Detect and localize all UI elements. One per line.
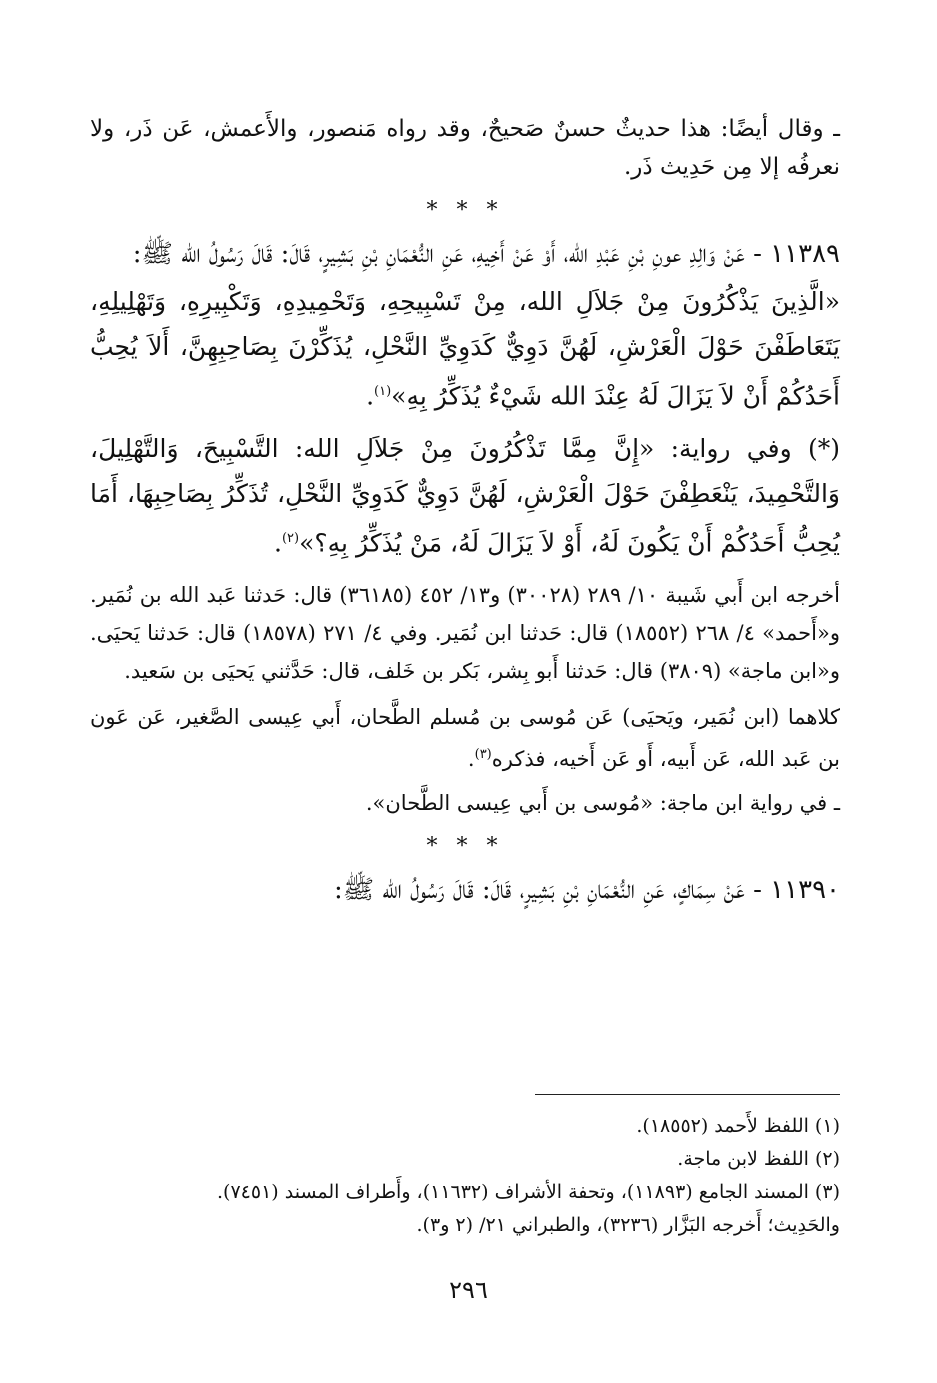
footnote-2: (٢) اللفظ لابن ماجة.: [677, 1148, 840, 1170]
hadith-1389-riwaya: (*) وفي رواية: «إِنَّ مِمَّا تَذْكُرُونَ مِنْ جَلاَلِ الله: التَّسْبِيحَ، وَالتَّهْلِيلَ، وَالتَّحْمِيدَ، يَنْعَطِفْنَ حَوْلَ الْعَرْشِ، لَهُنَّ دَوِيٌّ كَدَوِيِّ النَّحْلِ، تُذَكِّرُ بِصَاحِبِهَا، أَمَا يُحِبُّ أَحَدُكُمْ أَنْ يَكُونَ لَهُ، أَوْ لاَ يَزَالَ لَهُ، مَنْ يُذَكِّرُ بِهِ؟»$^{(٢)}$.: [90, 434, 840, 558]
hadith-1390-header: ١١٣٩٠ - عَنْ سِمَاكٍ، عَنِ النُّعْمَانِ بْنِ بَشِيرٍ، قَالَ: قَالَ رَسُولُ الله ﷺ:: [333, 874, 840, 905]
footnote-1: (١) اللفظ لأَحمد (١٨٥٥٢).: [636, 1115, 840, 1137]
hadith-1389-header: ١١٣٨٩ - عَنْ وَالِدِ عونِ بْنِ عَبْدِ الله، أَوْ عَنْ أَخِيهِ، عَنِ النُّعْمَانِ بْنِ بَشِيرٍ، قَالَ: قَالَ رَسُولُ الله ﷺ:: [132, 239, 840, 269]
footnotes: [90, 1110, 840, 1242]
takhrij2-text: كلاهما (ابن نُمَير، ويَحيَى) عَن مُوسى بن مُسلم الطَّحان، أَبي عِيسى الصَّغير، عَن عَون بن عَبد الله، عَن أَبيه، أَو عَن أَخيه، فذكره: [90, 704, 840, 771]
footnote-ref-1: (١): [374, 384, 392, 399]
section-separator: * * *: [426, 198, 504, 223]
takhrij-paragraph: أخرجه ابن أَبي شَيبة ١٠/ ٢٨٩ (٣٠٠٢٨) و١٣/ ٤٥٢ (٣٦١٨٥) قال: حَدثنا عَبد الله بن نُمَير. و«أَحمد» ٤/ ٢٦٨ (١٨٥٥٢) قال: حَدثنا ابن نُمَير. وفي ٤/ ٢٧١ (١٨٥٧٨) قال: حَدثنا يَحيَى. و«ابن ماجة» (٣٨٠٩) قال: حَدثنا أَبو بِشر، بَكر بن خَلف، قال: حَدَّثني يَحيَى بن سَعيد.: [90, 582, 840, 683]
takhrij-paragraph-2: كلاهما (ابن نُمَير، ويَحيَى) عَن مُوسى بن مُسلم الطَّحان، أَبي عِيسى الصَّغير، عَن عَون بن عَبد الله، عَن أَبيه، أَو عَن أَخيه، فذكره$^{(٣)}$.: [90, 704, 840, 771]
intro-paragraph: ـ وقال أيضًا: هذا حديثٌ حسنٌ صَحيحٌ، وقد رواه مَنصور، والأَعمش، عَن ذَر، ولا نعرفُه إلا مِن حَدِيث ذَر.: [90, 116, 840, 180]
footnote-ref-3: (٣): [474, 746, 492, 762]
footnote-ref-2: (٢): [281, 531, 300, 547]
section-separator-2: * * *: [426, 833, 504, 859]
matn-text: «الَّذِينَ يَذْكُرُونَ مِنْ جَلاَلِ الله، مِنْ تَسْبِيحِهِ، وَتَحْمِيدِهِ، وَتَكْبِيرِهِ، وَتَهْلِيلِهِ، يَتَعَاطَفْنَ حَوْلَ الْعَرْشِ، لَهُنَّ دَوِيٌّ كَدَوِيِّ النَّحْلِ، يُذَكِّرْنَ بِصَاحِبِهِنَّ، أَلاَ يُحِبُّ أَحَدُكُمْ أَنْ لاَ يَزَالَ لَهُ عِنْدَ الله شَيْءٌ يُذَكِّرُ بِهِ»: [90, 287, 840, 411]
footnote-3-continuation: والحَدِيث؛ أَخرجه البَزَّار (٣٢٣٦)، والطبراني ٢١/ (٢ و٣).: [416, 1214, 840, 1236]
page-body: [90, 110, 840, 913]
riwaya-text: (*) وفي رواية: «إِنَّ مِمَّا تَذْكُرُونَ مِنْ جَلاَلِ الله: التَّسْبِيحَ، وَالتَّهْلِيلَ، وَالتَّحْمِيدَ، يَنْعَطِفْنَ حَوْلَ الْعَرْشِ، لَهُنَّ دَوِيٌّ كَدَوِيِّ النَّحْلِ، تُذَكِّرُ بِصَاحِبِهَا، أَمَا يُحِبُّ أَحَدُكُمْ أَنْ يَكُونَ لَهُ، أَوْ لاَ يَزَالَ لَهُ، مَنْ يُذَكِّرُ بِهِ؟»: [90, 434, 840, 558]
page-number: ٢٩٦: [449, 1276, 488, 1304]
footnote-3: (٣) المسند الجامع (١١٨٩٣)، وتحفة الأشراف (١١٦٣٢)، وأَطراف المسند (٧٤٥١).: [217, 1181, 840, 1203]
footnote-divider: [535, 1094, 840, 1095]
hadith-1389-matn: «الَّذِينَ يَذْكُرُونَ مِنْ جَلاَلِ الله، مِنْ تَسْبِيحِهِ، وَتَحْمِيدِهِ، وَتَكْبِيرِهِ، وَتَهْلِيلِهِ، يَتَعَاطَفْنَ حَوْلَ الْعَرْشِ، لَهُنَّ دَوِيٌّ كَدَوِيِّ النَّحْلِ، يُذَكِّرْنَ بِصَاحِبِهِنَّ، أَلاَ يُحِبُّ أَحَدُكُمْ أَنْ لاَ يَزَالَ لَهُ عِنْدَ الله شَيْءٌ يُذَكِّرُ بِهِ»$^{(١)}$.: [90, 287, 840, 411]
ibn-majah-note: ـ في رواية ابن ماجة: «مُوسى بن أَبي عِيسى الطَّحان».: [365, 790, 840, 815]
